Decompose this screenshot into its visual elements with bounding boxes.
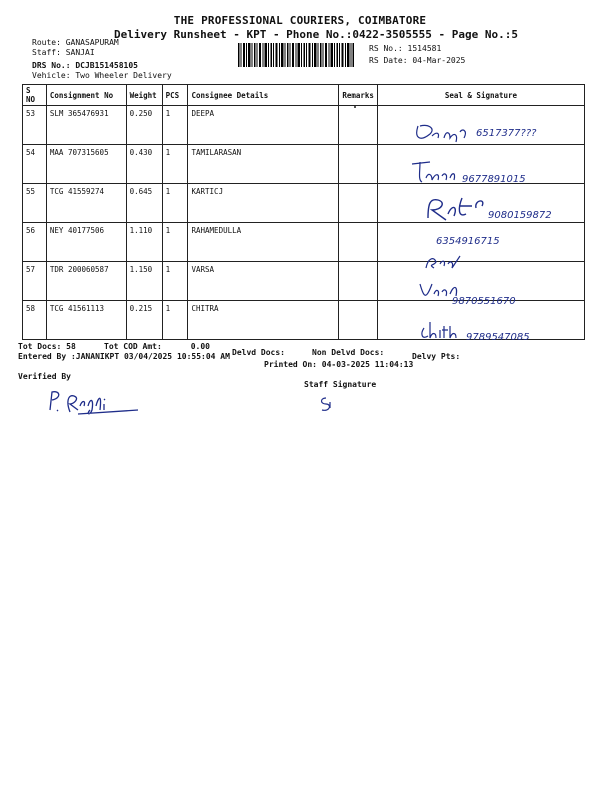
cell-pcs: 1 <box>162 106 188 145</box>
signature-rahamedulla-phone: 6354916715 <box>436 236 500 247</box>
footer-entered-by: Entered By :JANANIKPT 03/04/2025 10:55:04 AM <box>18 352 230 361</box>
signature-chitra <box>418 318 588 350</box>
runsheet-subtitle: Delivery Runsheet - KPT - Phone No.:0422-3505555 - Page No.:5 <box>114 28 518 41</box>
cell-pcs: 1 <box>162 223 188 262</box>
cell-sno: 55 <box>23 184 47 223</box>
cell-weight: 0.250 <box>126 106 162 145</box>
col-header-consignment: Consignment No <box>46 85 126 106</box>
footer-printed-on: Printed On: 04-03-2025 11:04:13 <box>264 360 414 369</box>
route-value: GANASAPURAM <box>65 38 119 47</box>
cell-remarks <box>339 262 378 301</box>
cell-pcs: 1 <box>162 184 188 223</box>
rs-no-label: RS No.: <box>369 44 403 53</box>
cell-pcs: 1 <box>162 262 188 301</box>
footer-delvd-docs: Delvd Docs: <box>232 348 285 357</box>
cell-sno: 54 <box>23 145 47 184</box>
verified-by-label: Verified By <box>18 372 71 381</box>
rs-date-row <box>369 56 465 65</box>
cell-consignment: NEY 40177506 <box>46 223 126 262</box>
signature-deepa-phone: 6517377??? <box>476 128 537 139</box>
footer-tot-docs: Tot Docs: 58 <box>18 342 76 351</box>
staff-signature-mark <box>316 394 336 414</box>
cell-consignee: CHITRA <box>188 301 339 340</box>
drs-value: DCJB151458105 <box>75 61 138 70</box>
barcode-image <box>238 43 354 67</box>
verifier-signature <box>44 386 144 418</box>
cell-consignment: TCG 41559274 <box>46 184 126 223</box>
cell-consignee: DEEPA <box>188 106 339 145</box>
signature-varsa <box>418 278 588 310</box>
cell-sno: 57 <box>23 262 47 301</box>
signature-chitra-phone: 9789547085 <box>466 332 530 343</box>
signature-rahamedulla-mark <box>424 252 474 272</box>
col-header-consignee: Consignee Details <box>188 85 339 106</box>
route-label: Route: <box>32 38 61 47</box>
staff-row <box>32 48 95 57</box>
vehicle-row: Vehicle: Two Wheeler Delivery <box>32 71 172 80</box>
col-header-remarks: Remarks <box>339 85 378 106</box>
signature-karticj <box>424 192 594 228</box>
signature-rahamedulla <box>434 232 534 248</box>
cell-pcs: 1 <box>162 145 188 184</box>
cell-consignee: KARTICJ <box>188 184 339 223</box>
col-header-weight: Weight <box>126 85 162 106</box>
cell-sno: 53 <box>23 106 47 145</box>
signature-deepa <box>410 118 580 150</box>
rs-date-value: 04-Mar-2025 <box>412 56 466 65</box>
col-header-signature: Seal & Signature <box>377 85 584 106</box>
company-title: THE PROFESSIONAL COURIERS, COIMBATORE <box>173 14 427 27</box>
cell-sno: 56 <box>23 223 47 262</box>
cell-consignee: TAMILARASAN <box>188 145 339 184</box>
staff-label: Staff: <box>32 48 61 57</box>
cell-sno: 58 <box>23 301 47 340</box>
cell-consignment: MAA 707315605 <box>46 145 126 184</box>
cell-remarks <box>339 223 378 262</box>
staff-value: SANJAI <box>65 48 95 57</box>
cell-weight: 0.215 <box>126 301 162 340</box>
staff-signature-label: Staff Signature <box>304 380 377 389</box>
remarks-dot <box>354 106 356 108</box>
rs-no-row <box>369 44 441 53</box>
cell-consignment: TCG 41561113 <box>46 301 126 340</box>
footer-delvy-pts: Delvy Pts: <box>412 352 461 361</box>
footer-tot-cod: Tot COD Amt: 0.00 <box>104 342 210 351</box>
cell-consignment: SLM 365476931 <box>46 106 126 145</box>
cell-consignment: TDR 200060587 <box>46 262 126 301</box>
cell-weight: 0.645 <box>126 184 162 223</box>
route-row <box>32 38 119 47</box>
rs-date-label: RS Date: <box>369 56 408 65</box>
col-header-pcs: PCS <box>162 85 188 106</box>
cell-weight: 1.110 <box>126 223 162 262</box>
drs-label: DRS No.: <box>32 61 71 70</box>
cell-remarks <box>339 301 378 340</box>
col-header-sno: S NO <box>23 85 47 106</box>
signature-varsa-phone: 9870551670 <box>452 296 516 307</box>
drs-row <box>32 61 138 70</box>
signature-tamilarasan <box>410 158 580 190</box>
cell-consignee: RAHAMEDULLA <box>188 223 339 262</box>
rs-no-value: 1514581 <box>407 44 442 53</box>
cell-pcs: 1 <box>162 301 188 340</box>
cell-weight: 1.150 <box>126 262 162 301</box>
signature-karticj-phone: 9080159872 <box>488 210 552 221</box>
cell-weight: 0.430 <box>126 145 162 184</box>
table-header-row <box>23 85 585 106</box>
cell-remarks <box>339 184 378 223</box>
signature-tamilarasan-phone: 9677891015 <box>462 174 526 185</box>
footer-non-delvd-docs: Non Delvd Docs: <box>312 348 385 357</box>
cell-remarks <box>339 145 378 184</box>
cell-remarks <box>339 106 378 145</box>
cell-consignee: VARSA <box>188 262 339 301</box>
